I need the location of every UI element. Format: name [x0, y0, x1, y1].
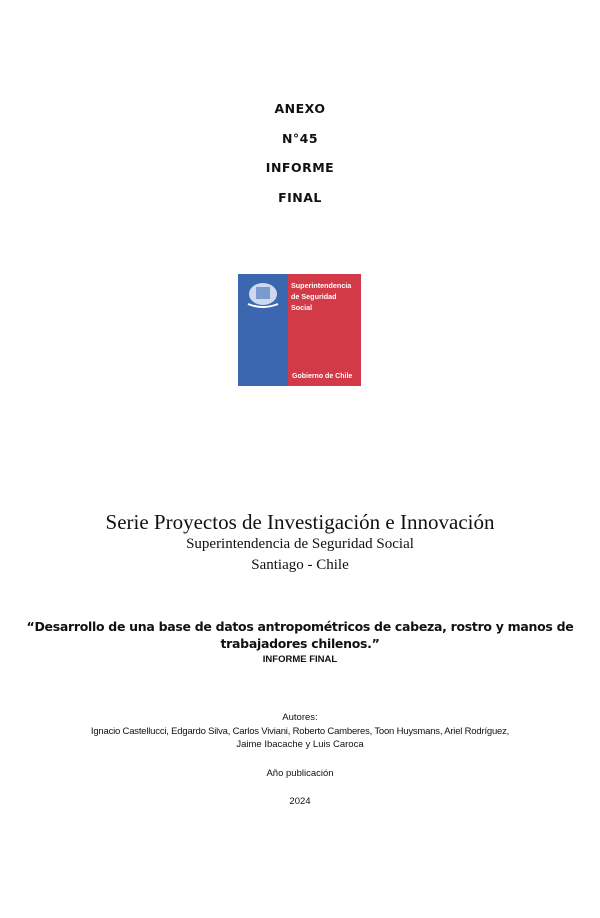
final-label: FINAL [278, 190, 322, 205]
series-title: Serie Proyectos de Investigación e Innovación [105, 510, 495, 534]
report-label: INFORME [265, 160, 335, 175]
series-location: Santiago - Chile [251, 557, 349, 573]
authors-line1: Ignacio Castellucci, Edgardo Silva, Carlos Viviani, Roberto Camberes, Toon Huysmans, Ariel Rodríguez, [90, 726, 510, 737]
suseso-logo [238, 274, 361, 386]
logo-org-line2: de Seguridad [291, 292, 337, 301]
authors-line2: Jaime Ibacache y Luis Caroca [236, 739, 364, 750]
project-subtitle: INFORME FINAL [262, 654, 338, 665]
project-title-line1: “Desarrollo de una base de datos antropométricos de cabeza, rostro y manos de [26, 619, 574, 634]
logo-org-line3: Social [291, 303, 313, 312]
publication-year: 2024 [289, 796, 311, 807]
logo-org-line1: Superintendencia [291, 281, 352, 290]
annex-label: ANEXO [274, 101, 326, 116]
logo-government: Gobierno de Chile [292, 373, 353, 380]
series-institution: Superintendencia de Seguridad Social [186, 536, 414, 552]
coat-of-arms-icon [238, 274, 288, 386]
authors-label: Autores: [282, 712, 318, 723]
project-title-line2: trabajadores chilenos.” [220, 636, 380, 651]
annex-number: N°45 [281, 131, 319, 146]
publication-label: Año publicación [266, 768, 334, 779]
